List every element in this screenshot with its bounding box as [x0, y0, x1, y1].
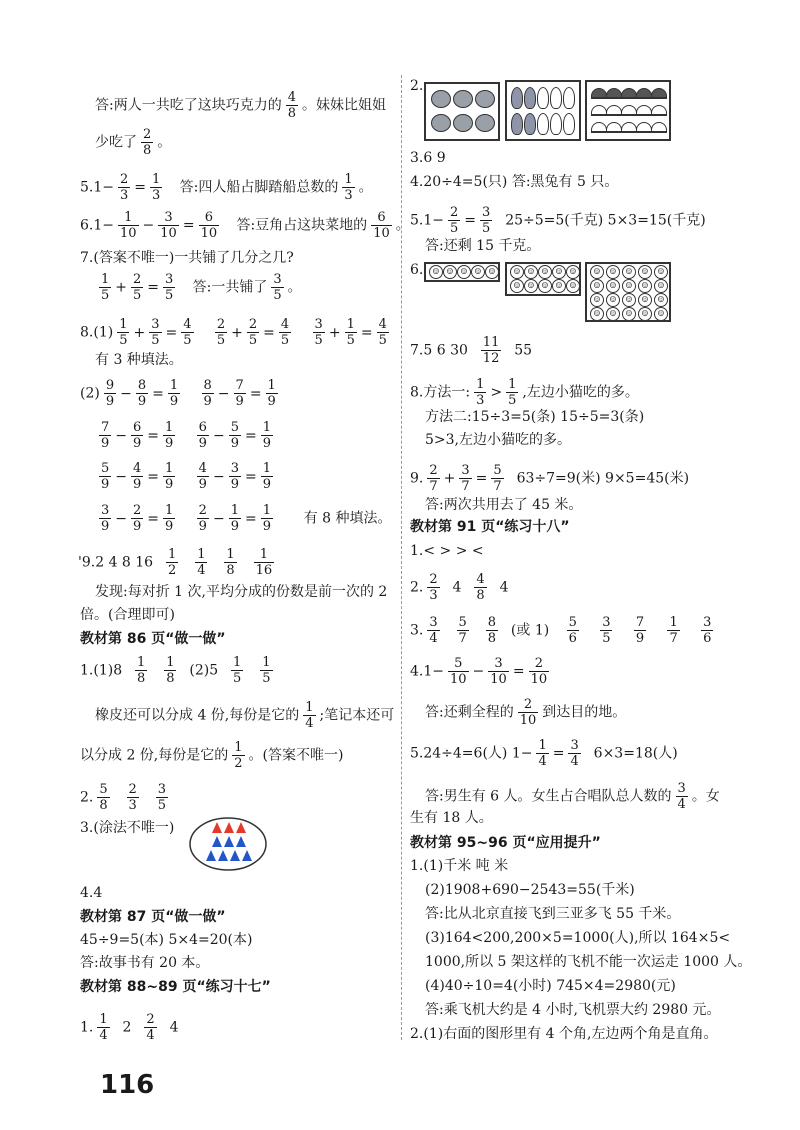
section-heading: 教材第 95~96 页“应用提升”	[410, 835, 601, 851]
denominator: 9	[105, 394, 115, 409]
mushroom-icon	[606, 105, 622, 116]
numerator: 3	[314, 317, 323, 332]
numerator: 5	[230, 420, 239, 435]
denominator: 9	[133, 436, 142, 451]
pumpkin-icon	[475, 114, 495, 132]
denominator: 4	[197, 563, 206, 578]
numerator: 8	[137, 378, 147, 393]
fraction	[229, 503, 241, 534]
p87-answer: 答:故事书有 20 本。	[80, 955, 210, 971]
question-6: 6.1− $\frac{1}{10}$ − $\frac{3}{10}$ = $\frac{6}{10}$ 答:豆角占这块菜地的 $\frac{6}{10}$ 。	[80, 210, 410, 241]
fraction	[149, 317, 161, 348]
r-question-8-compare: 5>3,左边小猫吃的多。	[425, 432, 571, 448]
fraction	[261, 420, 273, 451]
fraction	[457, 615, 469, 646]
denominator: 9	[133, 519, 142, 534]
numerator: 4	[183, 317, 192, 332]
mushroom-icon	[651, 122, 667, 133]
p91-question-2: 2. $\frac{2}{3}$ 4 $\frac{4}{8}$ 4	[410, 572, 509, 603]
fraction	[197, 503, 209, 534]
denominator: 9	[230, 519, 239, 534]
eggplant-icon	[550, 87, 562, 109]
fraction	[261, 461, 273, 492]
p95-line: 2.(1)右面的图形里有 4 个角,左边两个角是直角。	[410, 1026, 718, 1042]
p95-line: (3)164<200,200×5=1000(人),所以 164×5<	[425, 930, 731, 946]
fraction	[99, 420, 111, 451]
mushroom-icon	[651, 88, 667, 99]
smiley-icon: ☺	[590, 293, 604, 307]
numerator: 1	[262, 461, 271, 476]
smiley-icon: ☺	[654, 279, 668, 293]
eggplant-icon	[524, 113, 536, 135]
p95-line: (4)40÷10=4(小时) 745×4=2980(元)	[425, 978, 676, 994]
numerator: 2	[216, 317, 226, 332]
question-7-title: 7.(答案不唯一)一共铺了几分之几?	[80, 250, 294, 266]
smiley-icon: ☺	[654, 265, 668, 279]
numerator: 4	[133, 461, 142, 476]
fraction	[667, 615, 679, 646]
p91-question-4: 4.1− $\frac{5}{10}$ − $\frac{3}{10}$ = $\frac{2}{10}$	[410, 656, 548, 687]
numerator: 6	[198, 420, 207, 435]
p87-calc: 45÷9=5(本) 5×4=20(本)	[80, 932, 253, 948]
numerator: 8	[487, 615, 497, 630]
eggplant-icon	[537, 113, 549, 135]
fraction	[136, 378, 148, 409]
denominator: 5	[346, 333, 355, 348]
denominator: 5	[378, 333, 387, 348]
smiley-icon: ☺	[622, 265, 636, 279]
p88-question-1: 1. $\frac{1}{4}$ 2 $\frac{2}{4}$ 4	[80, 1012, 179, 1043]
numerator: 1	[230, 503, 239, 518]
fraction	[279, 317, 291, 348]
page-number: 116	[100, 1070, 155, 1100]
p91-question-5-answer-cont: 生有 18 人。	[410, 810, 493, 826]
p86-text: 橡皮还可以分成 4 份,每份是它的 $\frac{1}{4}$ ;笔记本还可	[95, 700, 395, 731]
question-9-found: 倍。(合理即可)	[80, 607, 175, 623]
pumpkin-icon	[453, 114, 473, 132]
numerator: 3	[429, 615, 438, 630]
fraction	[229, 420, 241, 451]
fraction	[163, 503, 175, 534]
numerator: 1	[254, 547, 275, 563]
numerator: 1	[262, 420, 271, 435]
numerator: 2	[133, 503, 142, 518]
p95-line: 答:乘飞机大约是 4 小时,飞机票大约 2980 元。	[425, 1002, 721, 1018]
fraction	[345, 317, 357, 348]
question-9-found: 发现:每对折 1 次,平均分成的份数是前一次的 2	[95, 584, 388, 600]
smiley-icon: ☺	[538, 265, 552, 279]
denominator: 9	[198, 436, 207, 451]
denominator: 5	[183, 333, 192, 348]
pumpkin-icon	[475, 90, 495, 108]
numerator: 1	[119, 317, 128, 332]
denominator: 9	[230, 477, 239, 492]
denominator: 8	[99, 798, 108, 813]
answer-line: 答:两人一共吃了这块巧克力的 $\frac{4}{8}$ 。妹妹比姐姐	[95, 90, 386, 121]
denominator: 5	[248, 333, 258, 348]
fraction	[131, 420, 143, 451]
mushroom-icon	[606, 122, 622, 133]
denominator: 8	[487, 631, 497, 646]
p95-line: (2)1908+690−2543=55(千米)	[425, 882, 635, 898]
denominator: 9	[133, 477, 142, 492]
r-question-7: 7.5 6 30 $\frac{11}{12}$ 55	[410, 335, 533, 366]
question-5: 5.1− $\frac{2}{3}$ = $\frac{1}{3}$ 答:四人船占脚踏船总数的 $\frac{1}{3}$ 。	[80, 172, 373, 203]
denominator: 9	[165, 477, 174, 492]
fraction	[166, 547, 178, 578]
fraction	[168, 378, 180, 409]
numerator: 3	[703, 615, 712, 630]
question-8-part1: 8.(1) $\frac{1}{5}$ + $\frac{3}{5}$ = $\frac{4}{5}$ $\frac{2}{5}$ + $\frac{2}{5}$ = $\frac{4}{5}$ $\frac{3}{5}$ + $\frac{1}{5}$ = $\frac{4}{5}$	[80, 317, 387, 348]
faces-box-3	[585, 262, 671, 322]
denominator: 9	[267, 394, 276, 409]
r-question-4: 4.20÷4=5(只) 答:黑兔有 5 只。	[410, 174, 619, 190]
fraction	[97, 782, 109, 813]
numerator: 3	[101, 503, 110, 518]
smiley-icon: ☺	[606, 293, 620, 307]
denominator: 9	[230, 436, 239, 451]
section-heading: 教材第 87 页“做一做”	[80, 909, 226, 925]
question-8-row: $\frac{7}{9}$ − $\frac{6}{9}$ = $\frac{1}{9}$ $\frac{6}{9}$ − $\frac{5}{9}$ = $\frac{1}{9}$	[101, 420, 271, 451]
p86-text: 以分成 2 份,每份是它的 $\frac{1}{2}$ 。(答案不唯一)	[80, 740, 344, 771]
mushroom-icon	[651, 105, 667, 116]
smiley-icon: ☺	[638, 265, 652, 279]
smiley-icon: ☺	[538, 279, 552, 293]
fraction	[229, 461, 241, 492]
numerator: 1	[262, 503, 271, 518]
denominator: 5	[280, 333, 290, 348]
smiley-icon: ☺	[510, 279, 524, 293]
p86-question-1: 1.(1)8 $\frac{1}{8}$ $\frac{1}{8}$ (2)5 $\frac{1}{5}$ $\frac{1}{5}$	[80, 655, 271, 686]
mushroom-icon	[636, 122, 652, 133]
eggplant-icon	[537, 87, 549, 109]
mushroom-icon	[591, 105, 607, 116]
mushroom-icon	[636, 105, 652, 116]
r-question-2: 2.	[410, 78, 424, 94]
denominator: 4	[429, 631, 438, 646]
smiley-icon: ☺	[638, 279, 652, 293]
p95-line: 1.(1)千米 吨 米	[410, 858, 509, 874]
denominator: 9	[203, 394, 212, 409]
smiley-icon: ☺	[654, 307, 668, 321]
fraction	[131, 503, 143, 534]
fraction	[600, 615, 612, 646]
colored-triangles-figure	[188, 816, 268, 872]
fraction	[377, 317, 389, 348]
smiley-icon: ☺	[590, 307, 604, 321]
numerator: 1	[165, 420, 174, 435]
p91-question-3: 3. $\frac{3}{4}$ $\frac{5}{7}$ $\frac{8}{8}$ (或 1) $\frac{5}{6}$ $\frac{3}{5}$ $\frac{7}{9}$ $\frac{1}{7}$ $\frac{3}{6}$	[410, 615, 712, 646]
denominator: 9	[198, 519, 207, 534]
fraction	[313, 317, 325, 348]
p86-question-4: 4.4	[80, 885, 103, 901]
smiley-icon: ☺	[485, 265, 499, 279]
smiley-icon: ☺	[590, 279, 604, 293]
eggplant-box	[505, 80, 581, 141]
smiley-icon: ☺	[566, 279, 580, 293]
denominator: 9	[101, 477, 110, 492]
denominator: 9	[198, 477, 207, 492]
fraction	[197, 420, 209, 451]
smiley-icon: ☺	[443, 265, 457, 279]
smiley-icon: ☺	[471, 265, 485, 279]
numerator: 2	[248, 317, 258, 332]
numerator: 3	[230, 461, 239, 476]
fraction	[701, 615, 713, 646]
numerator: 1	[226, 547, 235, 562]
smiley-icon: ☺	[654, 293, 668, 307]
question-8-row: $\frac{5}{9}$ − $\frac{4}{9}$ = $\frac{1}{9}$ $\frac{4}{9}$ − $\frac{3}{9}$ = $\frac{1}{9}$	[101, 461, 271, 492]
numerator: 2	[198, 503, 207, 518]
r-question-8-method2: 方法二:15÷3=5(条) 15÷5=3(条)	[425, 409, 645, 425]
fraction	[215, 317, 227, 348]
fraction	[104, 378, 116, 409]
fraction	[247, 317, 259, 348]
mushroom-icon	[606, 88, 622, 99]
p91-question-4-answer: 答:还剩全程的 $\frac{2}{10}$ 到达目的地。	[425, 697, 627, 728]
fraction	[261, 503, 273, 534]
smiley-icon: ☺	[524, 265, 538, 279]
denominator: 7	[669, 631, 678, 646]
section-heading: 教材第 91 页“练习十八”	[410, 519, 570, 535]
smiley-icon: ☺	[606, 279, 620, 293]
numerator: 1	[267, 378, 276, 393]
r-question-3: 3.6 9	[410, 150, 446, 166]
smiley-icon: ☺	[638, 293, 652, 307]
faces-box-1	[424, 262, 500, 282]
denominator: 9	[262, 477, 271, 492]
numerator: 4	[378, 317, 387, 332]
denominator: 7	[458, 631, 467, 646]
pumpkin-icon	[431, 90, 451, 108]
denominator: 5	[602, 631, 611, 646]
numerator: 1	[168, 547, 177, 562]
smiley-icon: ☺	[524, 279, 538, 293]
smiley-icon: ☺	[622, 279, 636, 293]
denominator: 8	[226, 563, 235, 578]
smiley-icon: ☺	[606, 265, 620, 279]
answer-line: 少吃了 $\frac{2}{8}$ 。	[95, 127, 172, 158]
r-question-6: 6.	[410, 262, 424, 278]
p86-question-2: 2. $\frac{5}{8}$ $\frac{2}{3}$ $\frac{3}{5}$	[80, 782, 167, 813]
numerator: 4	[198, 461, 207, 476]
mushroom-icon	[621, 105, 637, 116]
smiley-icon: ☺	[622, 293, 636, 307]
eggplant-icon	[511, 113, 523, 135]
numerator: 3	[151, 317, 160, 332]
numerator: 3	[157, 782, 167, 797]
denominator: 9	[169, 394, 179, 409]
fraction	[99, 503, 111, 534]
numerator: 1	[197, 547, 206, 562]
denominator: 9	[635, 631, 645, 646]
section-heading: 教材第 86 页“做一做”	[80, 631, 226, 647]
fraction	[266, 378, 278, 409]
r-question-9: 9. $\frac{2}{7}$ + $\frac{3}{7}$ = $\frac{5}{7}$ 63÷7=9(米) 9×5=45(米)	[410, 463, 690, 494]
question-9: '9.2 4 8 16 $\frac{1}{2}$ $\frac{1}{4}$ $\frac{1}{8}$ $\frac{1}{16}$	[78, 547, 273, 578]
smiley-icon: ☺	[457, 265, 471, 279]
pumpkin-icon	[431, 114, 451, 132]
numerator: 5	[568, 615, 577, 630]
pumpkin-icon	[453, 90, 473, 108]
numerator: 2	[128, 782, 137, 797]
p91-question-1: 1.< > > <	[410, 543, 484, 559]
numerator: 5	[101, 461, 110, 476]
fraction	[234, 378, 246, 409]
fraction	[99, 461, 111, 492]
numerator: 5	[458, 615, 467, 630]
faces-box-2	[505, 262, 581, 296]
fraction	[202, 378, 214, 409]
p91-question-5: 5.24÷4=6(人) 1− $\frac{1}{4}$ = $\frac{3}{4}$ 6×3=18(人)	[410, 738, 678, 769]
mushroom-icon	[591, 122, 607, 133]
fraction	[163, 461, 175, 492]
question-8-part2: (2) $\frac{9}{9}$ − $\frac{8}{9}$ = $\frac{1}{9}$ $\frac{8}{9}$ − $\frac{7}{9}$ = $\frac{1}{9}$	[80, 378, 276, 409]
numerator: 1	[165, 503, 174, 518]
numerator: 9	[105, 378, 115, 393]
smiley-icon: ☺	[552, 265, 566, 279]
fraction	[131, 461, 143, 492]
smiley-icon: ☺	[510, 265, 524, 279]
numerator: 5	[99, 782, 108, 797]
question-8-fill-count: 有 3 种填法。	[95, 352, 183, 368]
denominator: 6	[568, 631, 577, 646]
mushroom-icon	[636, 88, 652, 99]
eggplant-icon	[550, 113, 562, 135]
numerator: 1	[169, 378, 179, 393]
p91-question-5-answer: 答:男生有 6 人。女生占合唱队总人数的 $\frac{3}{4}$ 。女	[425, 781, 720, 812]
numerator: 1	[165, 461, 174, 476]
smiley-icon: ☺	[429, 265, 443, 279]
denominator: 9	[235, 394, 244, 409]
numerator: 1	[346, 317, 355, 332]
denominator: 6	[703, 631, 712, 646]
numerator: 7	[635, 615, 645, 630]
p95-line: 1000,所以 5 架这样的飞机不能一次运走 1000 人。	[425, 954, 752, 970]
denominator: 5	[314, 333, 323, 348]
eggplant-icon	[524, 87, 536, 109]
fraction	[117, 317, 129, 348]
eggplant-icon	[563, 113, 575, 135]
p86-question-3: 3.(涂法不唯一)	[80, 820, 175, 836]
numerator: 4	[280, 317, 290, 332]
denominator: 5	[119, 333, 128, 348]
numerator: 3	[602, 615, 611, 630]
smiley-icon: ☺	[622, 307, 636, 321]
denominator: 5	[216, 333, 226, 348]
denominator: 9	[165, 436, 174, 451]
numerator: 8	[203, 378, 212, 393]
smiley-icon: ☺	[606, 307, 620, 321]
smiley-icon: ☺	[638, 307, 652, 321]
question-7-equation: $\frac{1}{5}$ + $\frac{2}{5}$ = $\frac{3}{5}$ 答:一共铺了 $\frac{3}{5}$ 。	[101, 272, 302, 303]
denominator: 9	[101, 436, 110, 451]
fraction	[181, 317, 193, 348]
mushroom-box	[585, 80, 671, 141]
denominator: 9	[262, 519, 271, 534]
smiley-icon: ☺	[552, 279, 566, 293]
mushroom-icon	[591, 88, 607, 99]
eggplant-icon	[511, 87, 523, 109]
denominator: 9	[165, 519, 174, 534]
denominator: 3	[128, 798, 137, 813]
mushroom-icon	[621, 122, 637, 133]
r-question-5: 5.1− $\frac{2}{5}$ = $\frac{3}{5}$ 25÷5=5(千克) 5×3=15(千克)	[410, 205, 706, 236]
question-8-row: $\frac{3}{9}$ − $\frac{2}{9}$ = $\frac{1}{9}$ $\frac{2}{9}$ − $\frac{1}{9}$ = $\frac{1}{9}$ 有 8 种填法。	[101, 503, 392, 534]
numerator: 6	[133, 420, 142, 435]
denominator: 5	[157, 798, 167, 813]
fraction	[254, 547, 275, 578]
fraction	[197, 461, 209, 492]
pumpkin-box	[424, 82, 500, 141]
numerator: 7	[235, 378, 244, 393]
fraction	[427, 615, 439, 646]
r-question-5-answer: 答:还剩 15 千克。	[425, 238, 541, 254]
fraction	[195, 547, 207, 578]
denominator: 5	[151, 333, 160, 348]
denominator: 9	[137, 394, 147, 409]
numerator: 7	[101, 420, 110, 435]
smiley-icon: ☺	[566, 265, 580, 279]
fraction	[224, 547, 236, 578]
eggplant-icon	[563, 87, 575, 109]
fraction	[567, 615, 579, 646]
mushroom-icon	[621, 88, 637, 99]
denominator: 9	[101, 519, 110, 534]
fraction	[163, 420, 175, 451]
r-question-8: 8.方法一: $\frac{1}{3}$ > $\frac{1}{5}$ ,左边小猫吃的多。	[410, 377, 639, 408]
section-heading: 教材第 88~89 页“练习十七”	[80, 979, 271, 995]
fraction	[156, 782, 168, 813]
numerator: 1	[669, 615, 678, 630]
smiley-icon: ☺	[590, 265, 604, 279]
fraction	[486, 615, 498, 646]
denominator: 9	[262, 436, 271, 451]
p95-line: 答:比从北京直接飞到三亚多飞 55 千米。	[425, 906, 681, 922]
denominator: 2	[168, 563, 177, 578]
denominator: 16	[255, 563, 273, 578]
r-question-9-answer: 答:两次共用去了 45 米。	[425, 497, 583, 513]
fraction	[634, 615, 646, 646]
fraction	[127, 782, 139, 813]
